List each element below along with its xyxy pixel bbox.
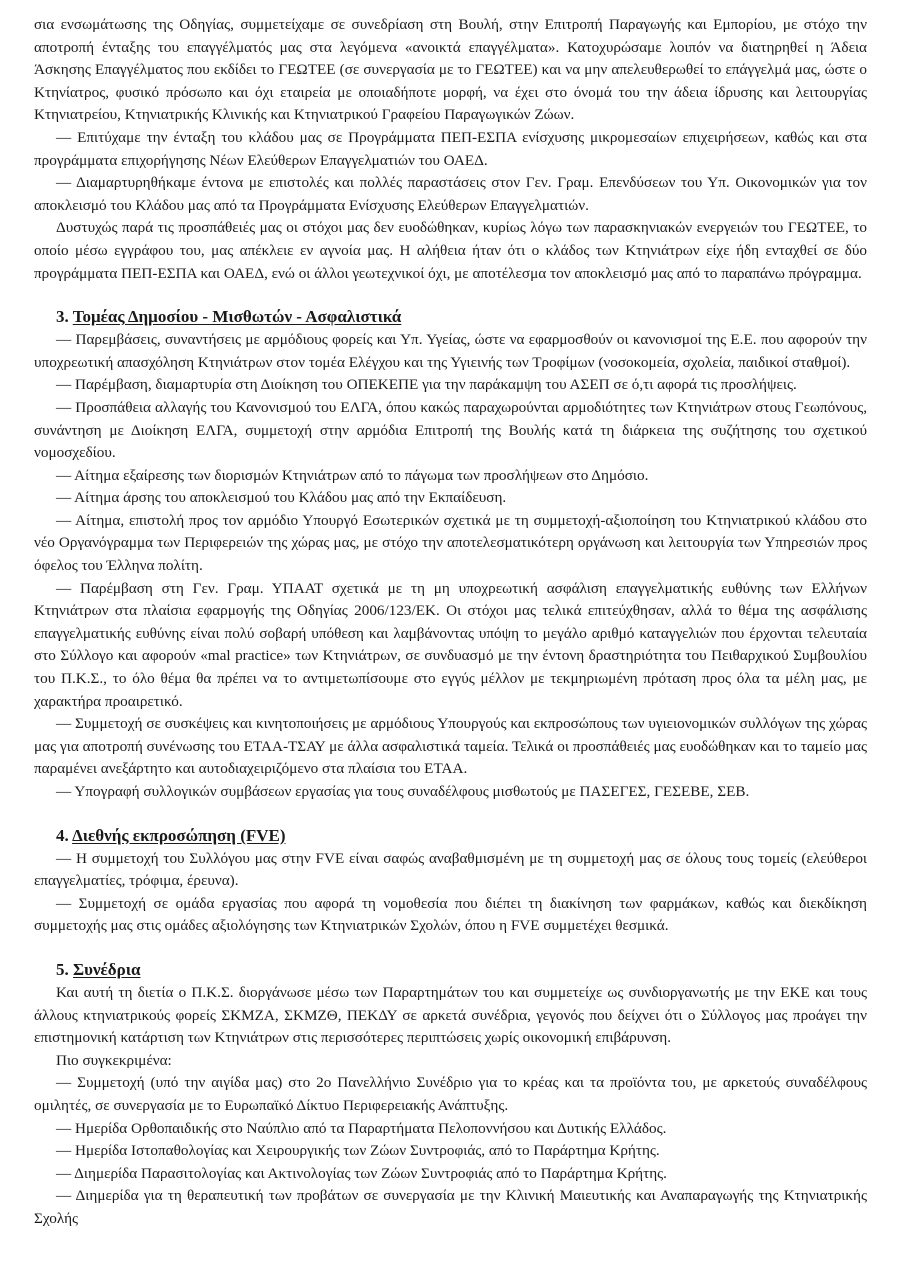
paragraph: — Συμμετοχή σε συσκέψεις και κινητοποιήσεις με αρμόδιους Υπουργούς και εκπροσώπους των υγιειονομικών συλλόγων της χώρας μας για αποτροπή συνένωσης του ΕΤΑΑ-ΤΣΑΥ με άλλα ασφαλιστικά ταμεία. Τελικά οι προσπάθειές μας ευοδώθηκαν και το ταμείο μας παραμένει ανεξάρτητο και αυτοδιαχειριζόμενο στα πλαίσια του ΕΤΑΑ. (34, 715, 867, 778)
section-heading (34, 824, 867, 848)
paragraph: — Ημερίδα Ιστοπαθολογίας και Χειρουργικής των Ζώων Συντροφιάς, από το Παράρτημα Κρήτης. (56, 1142, 660, 1160)
paragraph: σια ενσωμάτωσης της Οδηγίας, συμμετείχαμε σε συνεδρίαση στη Βουλή, στην Επιτροπή Παραγωγής και Εμπορίου, με στόχο την αποτροπή ένταξης του επαγγέλματός μας στα λεγόμενα «ανοικτά επαγγέλματα». Κατοχυρώσαμε λοιπόν να διατηρηθεί η Άδεια Άσκησης Επαγγέλματος που εκδίδει το ΓΕΩΤΕΕ (σε συνεργασία με το ΓΕΩΤΕΕ) και να μην απελευθερωθεί το επάγγελμά μας, ώστε ο Κτηνίατρος, φυσικό πρόσωπο και όχι εταιρεία με οποιαδήποτε μορφή, να έχει στο όνομά του την άδεια ίδρυσης και λειτουργίας Κτηνιατρείου, Κτηνιατρικής Κλινικής και Κτηνιατρικού Γραφείου Παραγωγικών Ζώων. (34, 16, 867, 124)
intro-block (34, 14, 867, 285)
section-number: 4. (56, 825, 69, 845)
paragraph: — Διαμαρτυρηθήκαμε έντονα με επιστολές και πολλές παραστάσεις στον Γεν. Γραμ. Επενδύσεων του Υπ. Οικονομικών για τον αποκλεισμό του Κλάδου μας από τα Προγράμματα Ενίσχυσης Ελεύθερων Επαγγελματιών. (34, 174, 867, 214)
section-4 (34, 824, 867, 938)
paragraph: — Διημερίδα Παρασιτολογίας και Ακτινολογίας των Ζώων Συντροφιάς από το Παράρτημα Κρήτης. (56, 1164, 667, 1182)
section-title: Συνέδρια (73, 959, 141, 979)
paragraph: — Συμμετοχή σε ομάδα εργασίας που αφορά τη νομοθεσία που διέπει τη διακίνηση των φαρμάκων, καθώς και διεκδίκηση συμμετοχής μας στις ομάδες αξιολόγησης των Κτηνιατρικών Σχολών, όπου η FVE συμμετέχει θεσμικά. (34, 894, 867, 935)
paragraph: Και αυτή τη διετία ο Π.Κ.Σ. διοργάνωσε μέσω των Παραρτημάτων του και συμμετείχε ως συνδιοργανωτής με την ΕΚΕ και τους άλλους κτηνιατρικούς φορείς ΣΚΜΖΑ, ΣΚΜΖΘ, ΠΕΚΔΥ σε αρκετά συνέδρια, γεγονός που δείχνει ότι ο Σύλλογος μας προάγει την επιστημονική κατάρτιση των Κτηνιάτρων στις περισσότερες περιπτώσεις χωρίς οικονομική επιβάρυνση. (34, 983, 867, 1047)
section-number: 3. (56, 307, 69, 327)
paragraph: — Αίτημα, επιστολή προς τον αρμόδιο Υπουργό Εσωτερικών σχετικά με τη συμμετοχή-αξιοποίηση του Κτηνιατρικού κλάδου στο νέο Οργανόγραμμα των Περιφερειών της χώρας μας, με στόχο την αποτελεσματικότερη οργάνωση και λειτουργία των Υπηρεσιών προς όφελος του Έλληνα πολίτη. (34, 511, 867, 575)
section-number: 5. (56, 959, 69, 979)
section-heading (34, 305, 867, 329)
paragraph: Δυστυχώς παρά τις προσπάθειές μας οι στόχοι μας δεν ευοδώθηκαν, κυρίως λόγω των παρασκηνιακών ενεργειών του ΓΕΩΤΕΕ, το οποίο μέσω εγγράφου του, μας απέκλειε εν αγνοία μας. Η αλήθεια ήταν ότι ο κλάδος των Κτηνιάτρων είχε ήδη ενταχθεί σε δύο προγράμματα ΠΕΠ-ΕΣΠΑ και ΟΑΕΔ, ενώ οι άλλοι γεωτεχνικοί όχι, με αποτέλεσμα τον αποκλεισμό μας από το παραπάνω πρόγραμμα. (34, 219, 867, 282)
paragraph: — Υπογραφή συλλογικών συμβάσεων εργασίας για τους συναδέλφους μισθωτούς με ΠΑΣΕΓΕΣ, ΓΕΣΕΒΕ, ΣΕΒ. (56, 783, 750, 800)
document-page (34, 0, 867, 1231)
section-title: Τομέας Δημοσίου - Μισθωτών - Ασφαλιστικά (72, 307, 402, 327)
paragraph: — Παρεμβάσεις, συναντήσεις με αρμόδιους φορείς και Υπ. Υγείας, ώστε να εφαρμοσθούν οι κανονισμοί της Ε.Ε. που αφορούν την υποχρεωτική απασχόληση Κτηνιάτρων στον τομέα Ελέγχου και της Υγιεινής των Τροφίμων (νοσοκομεία, σχολεία, παιδικοί σταθμοί). (34, 331, 867, 371)
paragraph: — Ημερίδα Ορθοπαιδικής στο Ναύπλιο από τα Παραρτήματα Πελοποννήσου και Δυτικής Ελλάδος. (56, 1119, 667, 1137)
paragraph: — Παρέμβαση στη Γεν. Γραμ. ΥΠΑΑΤ σχετικά με τη μη υποχρεωτική ασφάλιση επαγγελματικής ευθύνης των Ελλήνων Κτηνιάτρων στα πλαίσια εφαρμογής της Οδηγίας 2006/123/ΕΚ. Οι στόχοι μας τελικά επιτεύχθησαν, αλλά το θέμα της ασφάλισης επαγγελματικής ευθύνης είναι πολύ σοβαρή υπόθεση και λαμβάνοντας υπόψη το μεγάλο αριθμό καταγγελιών που έρχονται τελευταία στο Σύλλογο και αφορούν «mal practice» των Κτηνιάτρων, σε συνδυασμό με την έντονη δραστηριότητα του Πειθαρχικού Συμβουλίου του Π.Κ.Σ., το όλο θέμα θα πρέπει να το αντιμετωπίσουμε στο εγγύς μέλλον με τεκμηριωμένη πρόταση προς όλα τα μέλη μας, με χαρακτήρα προαιρετικό. (34, 579, 867, 710)
paragraph: — Επιτύχαμε την ένταξη του κλάδου μας σε Προγράμματα ΠΕΠ-ΕΣΠΑ ενίσχυσης μικρομεσαίων επιχειρήσεων, καθώς και στα προγράμματα επιχορήγησης Νέων Ελεύθερων Επαγγελματιών του ΟΑΕΔ. (34, 128, 867, 169)
section-title: Διεθνής εκπροσώπηση (FVE) (72, 825, 286, 845)
section-heading (34, 958, 867, 982)
paragraph: — Η συμμετοχή του Συλλόγου μας στην FVE είναι σαφώς αναβαθμισμένη με τη συμμετοχή μας σε όλους τους τομείς (ελεύθεροι επαγγελματίες, τρόφιμα, έρευνα). (34, 849, 867, 890)
paragraph: — Διημερίδα για τη θεραπευτική των προβάτων σε συνεργασία με την Κλινική Μαιευτικής και Αναπαραγωγής της Κτηνιατρικής Σχολής (34, 1187, 867, 1227)
paragraph: Πιο συγκεκριμένα: (56, 1051, 172, 1069)
section-5 (34, 958, 867, 1231)
paragraph: — Αίτημα εξαίρεσης των διορισμών Κτηνιάτρων από το πάγωμα των προσλήψεων στο Δημόσιο. (56, 466, 649, 484)
paragraph: — Συμμετοχή (υπό την αιγίδα μας) στο 2ο Πανελλήνιο Συνέδριο για το κρέας και τα προϊόντα του, με αρκετούς συναδέλφους ομιλητές, σε συνεργασία με το Ευρωπαϊκό Δίκτυο Περιφερειακής Ανάπτυξης. (34, 1074, 867, 1114)
paragraph: — Παρέμβαση, διαμαρτυρία στη Διοίκηση του ΟΠΕΚΕΠΕ για την παράκαμψη του ΑΣΕΠ σε ό,τι αφορά τις προσλήψεις. (56, 376, 797, 394)
section-3 (34, 305, 867, 803)
paragraph: — Αίτημα άρσης του αποκλεισμού του Κλάδου μας από την Εκπαίδευση. (56, 489, 507, 507)
paragraph: — Προσπάθεια αλλαγής του Κανονισμού του ΕΛΓΑ, όπου κακώς παραχωρούνται αρμοδιότητες των Κτηνιάτρων στους Γεωπόνους, συνάντηση με Διοίκηση ΕΛΓΑ, συμμετοχή στην αρμόδια Επιτροπή της Βουλής κατά τη διάρκεια της συζήτησης του σχετικού νομοσχεδίου. (34, 398, 867, 462)
